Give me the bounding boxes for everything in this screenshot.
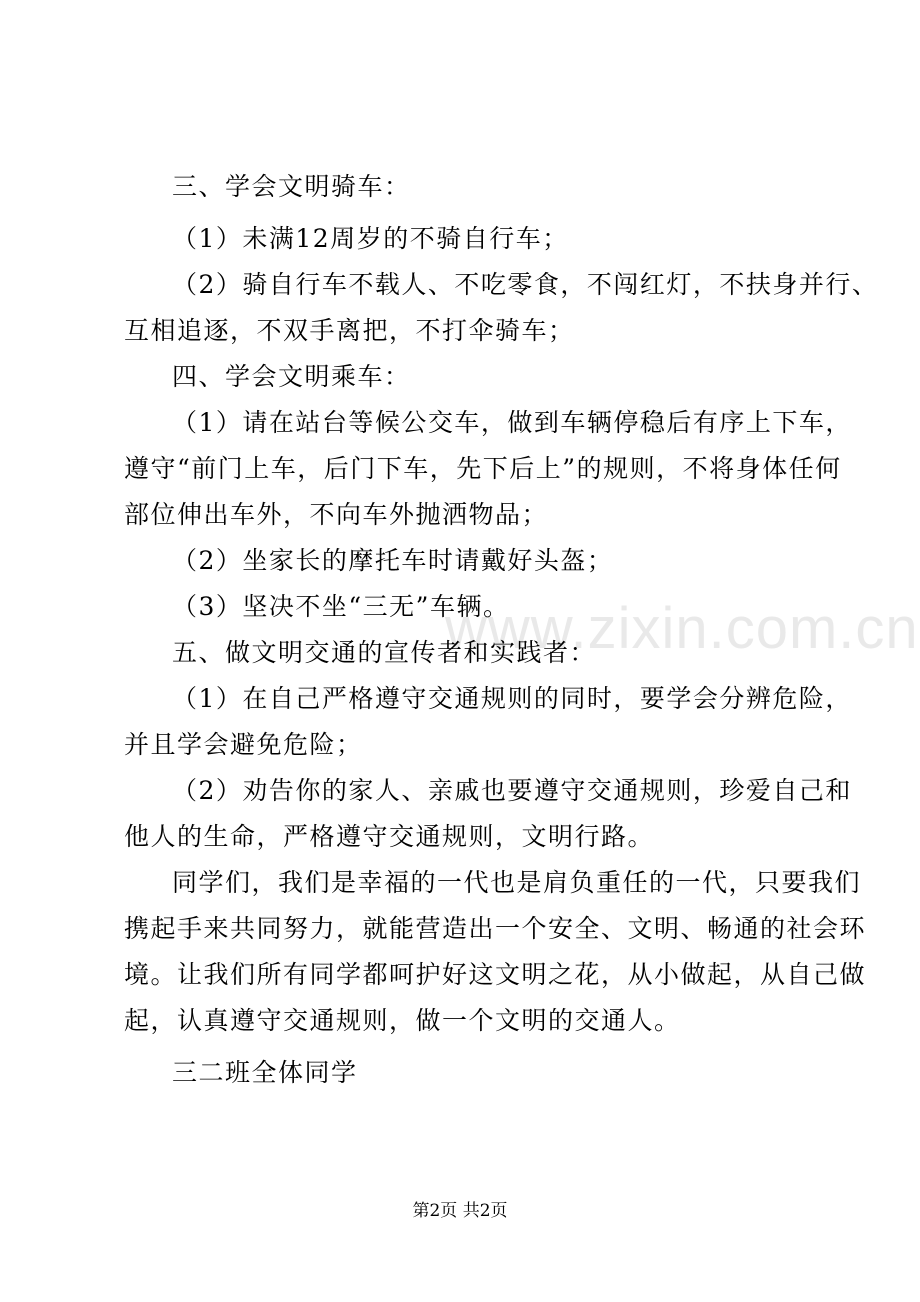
paragraph-line: （2）坐家长的摩托车时请戴好头盔；	[172, 546, 614, 575]
paragraph-line: （2）劝告你的家人、亲戚也要遵守交通规则，珍爱自己和	[172, 776, 852, 805]
section-heading-promoter: 五、做文明交通的宣传者和实践者：	[172, 638, 597, 667]
paragraph-line: （1）请在站台等候公交车，做到车辆停稳后有序上下车，	[172, 408, 852, 437]
paragraph-line: （1）未满12周岁的不骑自行车；	[172, 224, 569, 253]
paragraph-line: 境。让我们所有同学都呵护好这文明之花，从小做起，从自己做	[124, 960, 867, 989]
paragraph-line: 并且学会避免危险；	[124, 730, 363, 759]
paragraph-line: 部位伸出车外，不向车外抛洒物品；	[124, 500, 549, 529]
paragraph-line: 遵守“前门上车，后门下车，先下后上”的规则，不将身体任何	[124, 454, 842, 483]
paragraph-line: 起，认真遵守交通规则，做一个文明的交通人。	[124, 1006, 681, 1035]
paragraph-line: （3）坚决不坐“三无”车辆。	[172, 592, 510, 621]
paragraph-line: 他人的生命，严格遵守交通规则，文明行路。	[124, 822, 655, 851]
signature-line: 三二班全体同学	[172, 1058, 358, 1087]
paragraph-line: （1）在自己严格遵守交通规则的同时，要学会分辨危险，	[172, 684, 852, 713]
page-number-footer: 第2页 共2页	[412, 1201, 508, 1221]
paragraph-line: 同学们，我们是幸福的一代也是肩负重任的一代，只要我们	[172, 868, 862, 897]
paragraph-line: 携起手来共同努力，就能营造出一个安全、文明、畅通的社会环	[124, 914, 867, 943]
watermark: www.zixin.com.cn	[445, 596, 919, 661]
paragraph-line: 互相追逐，不双手离把，不打伞骑车；	[124, 316, 575, 345]
section-heading-riding: 四、学会文明乘车：	[172, 362, 411, 391]
section-heading-cycling: 三、学会文明骑车：	[172, 172, 411, 201]
paragraph-line: （2）骑自行车不载人、不吃零食，不闯红灯，不扶身并行、	[172, 270, 879, 299]
